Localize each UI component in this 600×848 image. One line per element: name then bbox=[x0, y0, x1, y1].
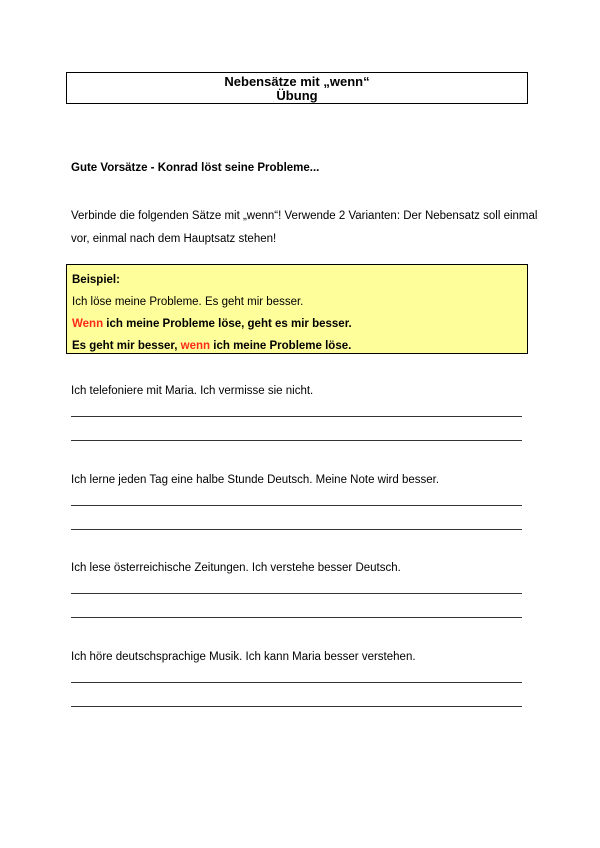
exercise-3 bbox=[71, 560, 531, 618]
example-sentence: Ich löse meine Probleme. Es geht mir besser. bbox=[72, 296, 304, 308]
answer-line[interactable] bbox=[71, 504, 522, 506]
example-variant-2 bbox=[72, 335, 527, 357]
subtitle: Gute Vorsätze - Konrad löst seine Probleme... bbox=[71, 162, 320, 174]
title-line-1: Nebensätze mit „wenn“ bbox=[224, 74, 370, 89]
exercise-4 bbox=[71, 649, 531, 707]
exercise-sentence: Ich höre deutschsprachige Musik. Ich kann Maria besser verstehen. bbox=[71, 651, 416, 663]
exercise-sentence: Ich lerne jeden Tag eine halbe Stunde Deutsch. Meine Note wird besser. bbox=[71, 474, 440, 486]
title-box bbox=[66, 72, 528, 104]
example-variant-2-start: Es geht mir besser, bbox=[72, 340, 181, 352]
example-label: Beispiel: bbox=[72, 274, 120, 286]
example-variant-1-rest: ich meine Probleme löse, geht es mir besser. bbox=[103, 318, 352, 330]
exercise-1 bbox=[71, 383, 531, 441]
answer-line[interactable] bbox=[71, 705, 522, 707]
exercise-sentence: Ich lese österreichische Zeitungen. Ich verstehe besser Deutsch. bbox=[71, 562, 401, 574]
answer-line[interactable] bbox=[71, 592, 522, 594]
instruction-text: Verbinde die folgenden Sätze mit „wenn“! Verwende 2 Varianten: Der Nebensatz soll einmal vor, einmal nach dem Hauptsatz stehen! bbox=[71, 210, 538, 245]
example-variant-1 bbox=[72, 313, 527, 335]
answer-line[interactable] bbox=[71, 616, 522, 618]
title-line-2: Übung bbox=[276, 88, 318, 103]
example-keyword-2: wenn bbox=[180, 340, 211, 352]
answer-line[interactable] bbox=[71, 439, 522, 441]
example-box bbox=[66, 264, 528, 354]
exercise-2 bbox=[71, 472, 531, 530]
exercise-sentence: Ich telefoniere mit Maria. Ich vermisse sie nicht. bbox=[71, 385, 314, 397]
answer-line[interactable] bbox=[71, 415, 522, 417]
answer-line[interactable] bbox=[71, 681, 522, 683]
example-variant-2-rest: ich meine Probleme löse. bbox=[210, 340, 352, 352]
example-keyword-1: Wenn bbox=[72, 318, 104, 330]
answer-line[interactable] bbox=[71, 528, 522, 530]
